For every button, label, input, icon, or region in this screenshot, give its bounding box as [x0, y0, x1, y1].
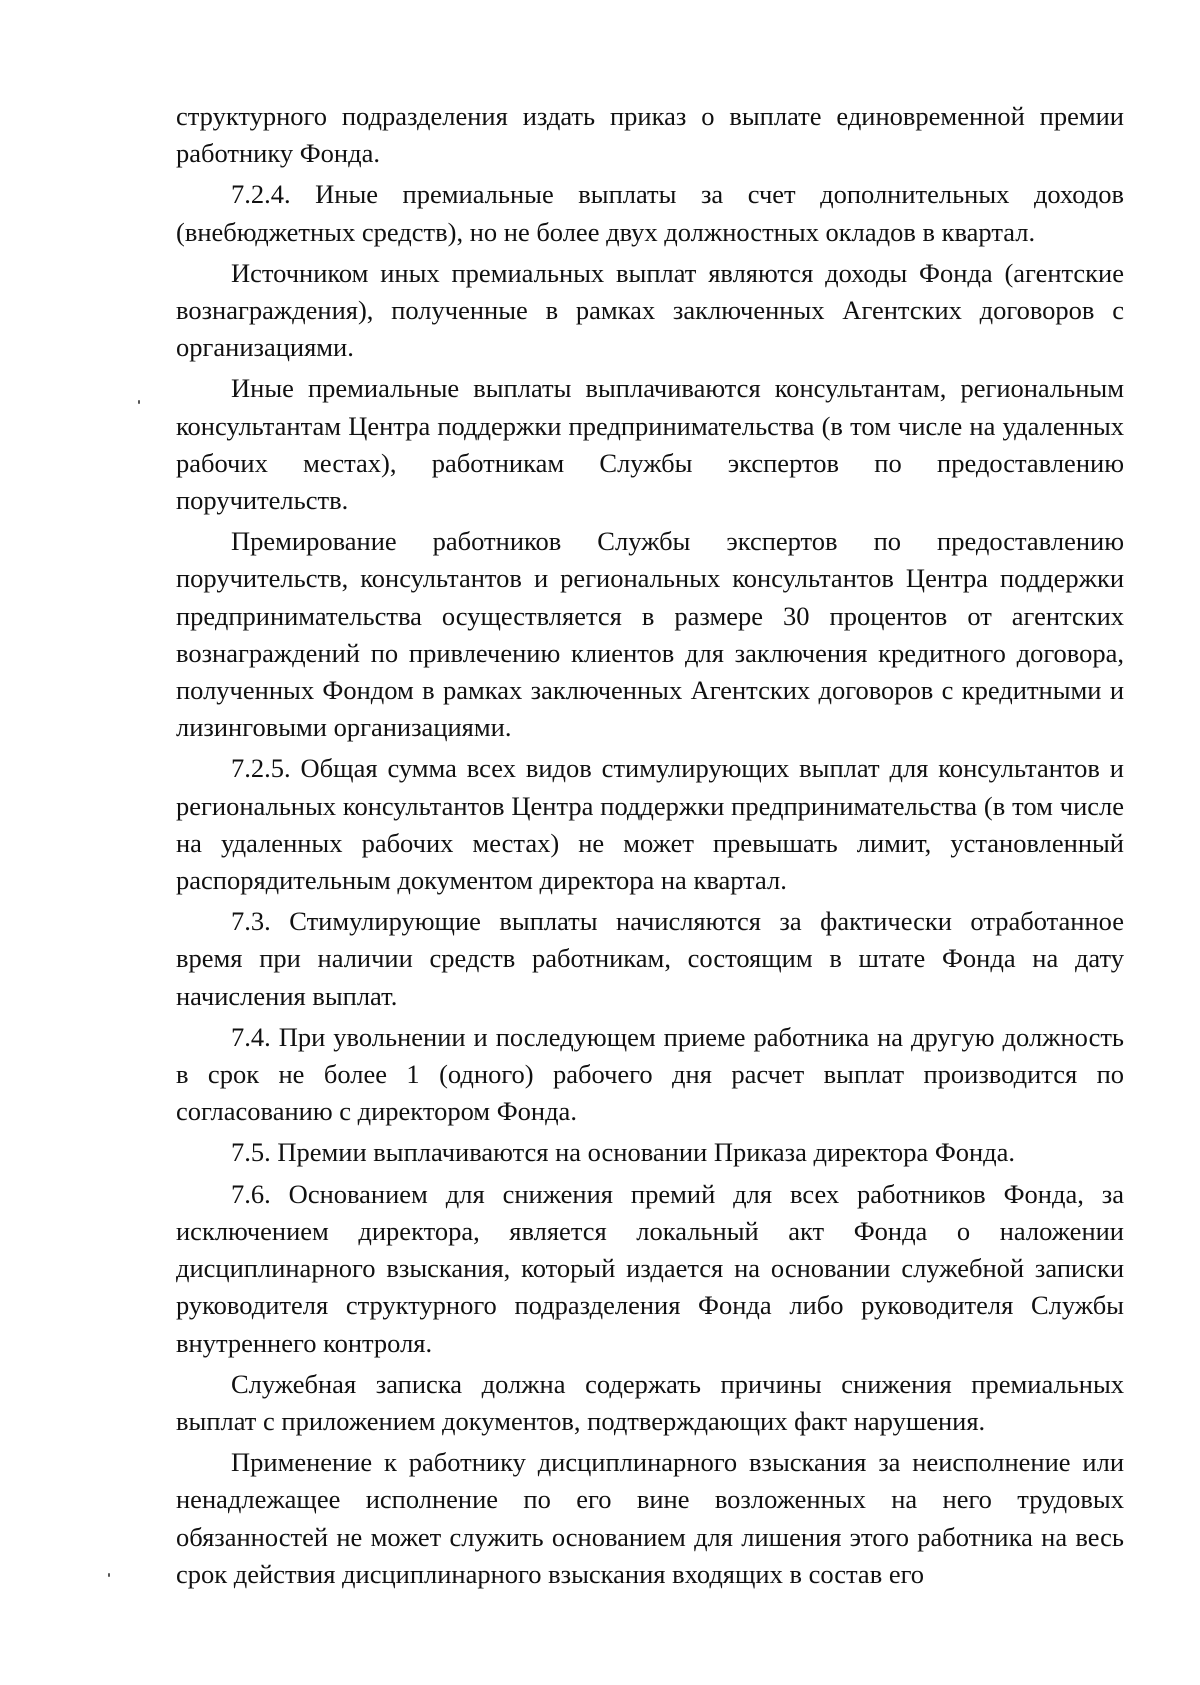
paragraph-7-5: 7.5. Премии выплачиваются на основании Приказа директора Фонда.: [231, 1137, 1016, 1168]
paragraph-bonus-size: Премирование работников Службы экспертов по предоставлению поручительств, консультантов и региональных консультантов Центра поддержки предпринимательства осуществляется в размере 30 процентов от агентских вознаграждений по привлечению клиентов для заключения кредитного договора, полученных Фондом в рамках заключенных Агентских договоров с кредитными и лизинговыми организациями.: [176, 526, 1124, 743]
paragraph-disciplinary-action: Применение к работнику дисциплинарного взыскания за неисполнение или ненадлежащее исполнение по его вине возложенных на него трудовых обязанностей не может служить основанием для лишения этого работника на весь срок действия дисциплинарного взыскания входящих в состав его: [176, 1447, 1124, 1589]
paragraph-7-3: 7.3. Стимулирующие выплаты начисляются за фактически отработанное время при наличии средств работникам, состоящим в штате Фонда на дату начисления выплат.: [176, 906, 1124, 1011]
paragraph-continuation: структурного подразделения издать приказ о выплате единовременной премии работнику Фонда.: [176, 101, 1124, 169]
paragraph-source-of-payments: Источником иных премиальных выплат являются доходы Фонда (агентские вознаграждения), полученные в рамках заключенных Агентских договоров с организациями.: [176, 257, 1124, 363]
paragraph-7-2-4: 7.2.4. Иные премиальные выплаты за счет дополнительных доходов (внебюджетных средств), но не более двух должностных окладов в квартал.: [176, 179, 1124, 247]
scan-speck: [138, 400, 140, 404]
scan-speck: [108, 1573, 110, 1577]
document-body: [176, 98, 1124, 1597]
paragraph-payment-recipients: Иные премиальные выплаты выплачиваются консультантам, региональным консультантам Центра поддержки предпринимательства (в том числе на удаленных рабочих местах), работникам Службы экспертов по предоставлению поручительств.: [176, 373, 1124, 516]
paragraph-7-2-5: 7.2.5. Общая сумма всех видов стимулирующих выплат для консультантов и региональных консультантов Центра поддержки предпринимательства (в том числе на удаленных рабочих местах) не может превышать лимит, установленный распорядительным документом директора на квартал.: [176, 753, 1124, 896]
paragraph-7-4: 7.4. При увольнении и последующем приеме работника на другую должность в срок не более 1 (одного) рабочего дня расчет выплат производится по согласованию с директором Фонда.: [176, 1021, 1124, 1127]
paragraph-7-6: 7.6. Основанием для снижения премий для всех работников Фонда, за исключением директора, является локальный акт Фонда о наложении дисциплинарного взыскания, который издается на основании служебной записки руководителя структурного подразделения Фонда либо руководителя Службы внутреннего контроля.: [176, 1178, 1124, 1358]
paragraph-memo-requirements: Служебная записка должна содержать причины снижения премиальных выплат с приложением документов, подтверждающих факт нарушения.: [176, 1368, 1124, 1436]
